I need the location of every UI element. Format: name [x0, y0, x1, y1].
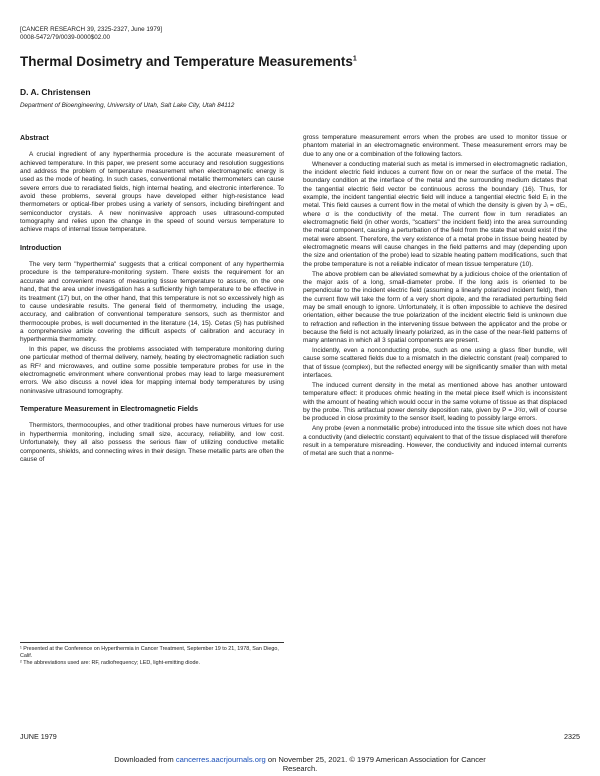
- paper-title-text: Thermal Dosimetry and Temperature Measurements: [20, 54, 353, 69]
- em-section-paragraph-1: Thermistors, thermocouples, and other traditional probes have numerous virtues for use in hyperthermia monitoring, including small size, accuracy, reliability, and low cost. Unfortunately, they all also possess the serious flaw of utilizing conductive metallic components, shields, and connecting wires in their design. These metallic parts are often the cause of: [20, 422, 284, 463]
- issn-line: 0008-5472/79/0039-0000$02.00: [20, 34, 110, 41]
- right-paragraph-4: Incidently, even a nonconducting probe, such as one using a glass fiber bundle, will cause some scattered fields due to a mismatch in the dielectric constant (real) compared to that of tissue (complex), but the reflected energy will be significantly smaller than with metal interfaces.: [303, 347, 567, 380]
- abstract-heading: Abstract: [20, 134, 49, 142]
- download-notice: [0, 755, 600, 773]
- footnotes: [20, 642, 284, 666]
- right-column: [303, 134, 567, 460]
- introduction-paragraph-1: The very term "hyperthermia" suggests that a critical component of any hyperthermia procedure is the temperature-monitoring system. There exists the requirement for an accurate and convenient means of measuring tissue temperature to assure, on the one hand, that the area under investigation has a sufficiently high temperature to be effective in its treatment (17) but, on the other hand, that this temperature is not so excessively high as to cause undesirable results. The general field of thermometry, including the usage, accuracy, and calibration of conventional temperature sensors, such as thermistor and thermocouple probes, is well documented in the literature (14, 15). Cetas (5) has published a comprehensive article covering the difficult aspects of calibration and accuracy in hyperthermia thermometry.: [20, 261, 284, 344]
- left-column: [20, 134, 284, 466]
- download-suffix: on November 25, 2021. © 1979 American Association for Cancer: [265, 755, 486, 764]
- right-paragraph-3: The above problem can be alleviated somewhat by a judicious choice of the orientation of the major axis of a long, small-diameter probe. If the long axis is oriented to be perpendicular to the incident electric field (assuming a linearly polarized incident field), then the current flow will take the form of a very short dipole, and the reradiated perturbing field may be small enough to ignore. Unfortunately, it is often impossible to achieve the desired orientation, either because the true polarization of the incident electric field is unknown due to refraction and reflection in the intervening tissue between the applicator and the probe or because the field is not actually linearly polarized, as in the case of the near-field patterns of many antennas in which all 3 spatial components are present.: [303, 270, 567, 345]
- citation-line: [CANCER RESEARCH 39, 2325-2327, June 1979]: [20, 26, 163, 33]
- author-name: D. A. Christensen: [20, 87, 91, 97]
- em-section-heading: Temperature Measurement in Electromagnetic Fields: [20, 405, 199, 414]
- paper-title: [20, 54, 580, 69]
- right-paragraph-6: Any probe (even a nonmetallic probe) introduced into the tissue site which does not have a conductivity (and dielectric constant) equivalent to that of the tissue displaced will therefore result in a temperature misreading. However, the conductivity and induced internal currents of metal are such that a nonme-: [303, 425, 567, 458]
- right-paragraph-5: The induced current density in the metal as mentioned above has another untoward temperature effect: it produces ohmic heating in the metal piece itself which is inconsistent with the amount of heating which would occur in the same volume of tissue as that displaced by the probe. This artifactual power density deposition rate, given by P = J²/σ, will of course be produced in close proximity to the sensor itself, leading to possibly large errors.: [303, 381, 567, 423]
- author-affiliation: Department of Bioengineering, University of Utah, Salt Lake City, Utah 84112: [20, 102, 235, 109]
- download-prefix: Downloaded from: [114, 755, 176, 764]
- page-number: 2325: [564, 732, 580, 741]
- right-paragraph-2: Whenever a conducting material such as metal is immersed in electromagnetic radiation, the incident electric field induces a current flow on or near the surface of the metal. The boundary condition at the interface of the metal and the surrounding medium dictates that the tangential electric field vector be continuous across the boundary (16). Thus, for example, the incident tangential electric field will induce a tangential electric field Eᵢ in the metal. This field causes a current flow in the metal of which the density is given by Jᵢ = σEᵢ, where σ is the conductivity of the metal. The current flow in turn reradiates an electromagnetic field (in other words, "scatters" the incident field) into the area surrounding the metal component, causing a perturbation of the field from the state that would exist if the metal were absent. Therefore, the very existence of a metal probe in tissue being heated by electromagnetic means will cause changes in the field patterns and may (depending upon the size and orientation of the probe) lead to sizable heating pattern modifications, such that the probe temperature is not a reliable indicator of mean tissue temperature (10).: [303, 160, 567, 268]
- introduction-paragraph-2: In this paper, we discuss the problems associated with temperature monitoring during one particular method of thermal delivery, namely, heating by electromagnetic radiation such as RF² and microwaves, and outline some possible temperature probes for use in the electromagnetic environment where conventional probes may lead to large measurement errors. We also discuss a novel idea for mapping internal body temperatures by using noninvasive ultrasound tomography.: [20, 346, 284, 395]
- issue-date: JUNE 1979: [20, 732, 57, 741]
- footnote-2: ² The abbreviations used are: RF, radiofrequency; LED, light-emitting diode.: [20, 659, 200, 666]
- introduction-heading: Introduction: [20, 243, 62, 252]
- title-footnote-marker: 1: [352, 55, 357, 63]
- download-line-2: Research.: [282, 764, 318, 774]
- journal-link[interactable]: cancerres.aacrjournals.org: [175, 755, 266, 764]
- right-paragraph-1: gross temperature measurement errors when the probes are used to monitor tissue or phantom material in an electromagnetic environment. These measurement errors may be due to any one or a combination of the following factors.: [303, 134, 567, 158]
- abstract-text: A crucial ingredient of any hyperthermia procedure is the accurate measurement of achieved temperature. In this paper, we present some accuracy and resolution suggestions and address the problem of temperature measurement when electromagnetic energy is used as the mode of heating. In such cases, conventional metallic thermometers can cause severe errors due to reradiated fields, high internal heating, and electronic interference. To avoid these problems, several groups have developed either high-resistance lead thermometers or optical-fiber probes using a variety of sensors, including birefringent and semiconductor crystals. A new noninvasive approach uses ultrasound-computed tomography and relies upon the change in the speed of sound versus temperature to achieve maps of internal tissue temperature.: [20, 151, 284, 234]
- footnote-1: ¹ Presented at the Conference on Hyperthermia in Cancer Treatment, September 19 to 21, 1978, San Diego, Calif.: [20, 646, 279, 659]
- journal-header: [20, 26, 162, 42]
